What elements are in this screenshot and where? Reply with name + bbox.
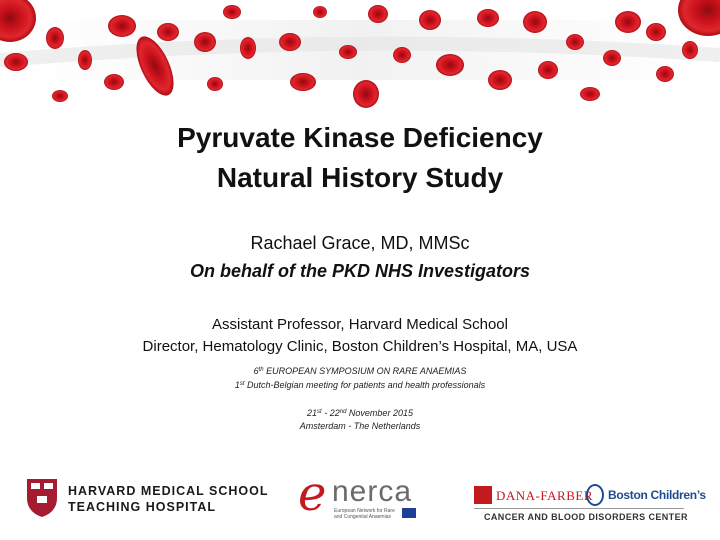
author-name: Rachael Grace, MD, MMSc xyxy=(250,233,470,253)
enerca-wordmark: nerca xyxy=(332,475,413,508)
harvard-line-1: HARVARD MEDICAL SCHOOL xyxy=(68,484,269,498)
harvard-logo xyxy=(26,478,269,520)
cancer-center-text: CANCER AND BLOOD DISORDERS CENTER xyxy=(484,512,688,522)
enerca-logo xyxy=(298,466,428,526)
event-line-2: 1st Dutch-Belgian meeting for patients and health professionals xyxy=(234,380,486,390)
event-date: 21st - 22nd November 2015 xyxy=(307,408,413,418)
presentation-title xyxy=(0,118,720,198)
affiliation-1: Assistant Professor, Harvard Medical School xyxy=(212,316,508,333)
event-line-1: 6th EUROPEAN SYMPOSIUM ON RARE ANAEMIAS xyxy=(253,366,467,376)
enerca-e: e xyxy=(298,466,327,522)
title-line-2: Natural History Study xyxy=(216,162,504,193)
blood-cells-banner xyxy=(0,0,720,118)
boston-childrens-wordmark: Boston Children’s xyxy=(608,488,706,502)
enerca-subtitle: European Network for Rare and Congenital Anaemias xyxy=(334,508,395,520)
on-behalf-line: On behalf of the PKD NHS Investigators xyxy=(189,261,531,281)
dana-farber-wordmark: DANA-FARBER xyxy=(496,488,593,503)
red-blood-cell-icon xyxy=(0,0,720,118)
logo-divider xyxy=(474,508,684,509)
dana-farber-boston-logo xyxy=(474,478,706,522)
harvard-line-2: TEACHING HOSPITAL xyxy=(68,500,217,514)
event-location: Amsterdam - The Netherlands xyxy=(299,421,421,431)
dana-farber-mark-icon xyxy=(474,486,492,504)
veritas-shield-icon xyxy=(26,478,58,518)
boston-childrens-mark-icon xyxy=(586,484,604,506)
eu-flag-icon xyxy=(402,508,416,518)
affiliation-2: Director, Hematology Clinic, Boston Children’s Hospital, MA, USA xyxy=(142,338,578,355)
title-line-1: Pyruvate Kinase Deficiency xyxy=(177,122,543,153)
